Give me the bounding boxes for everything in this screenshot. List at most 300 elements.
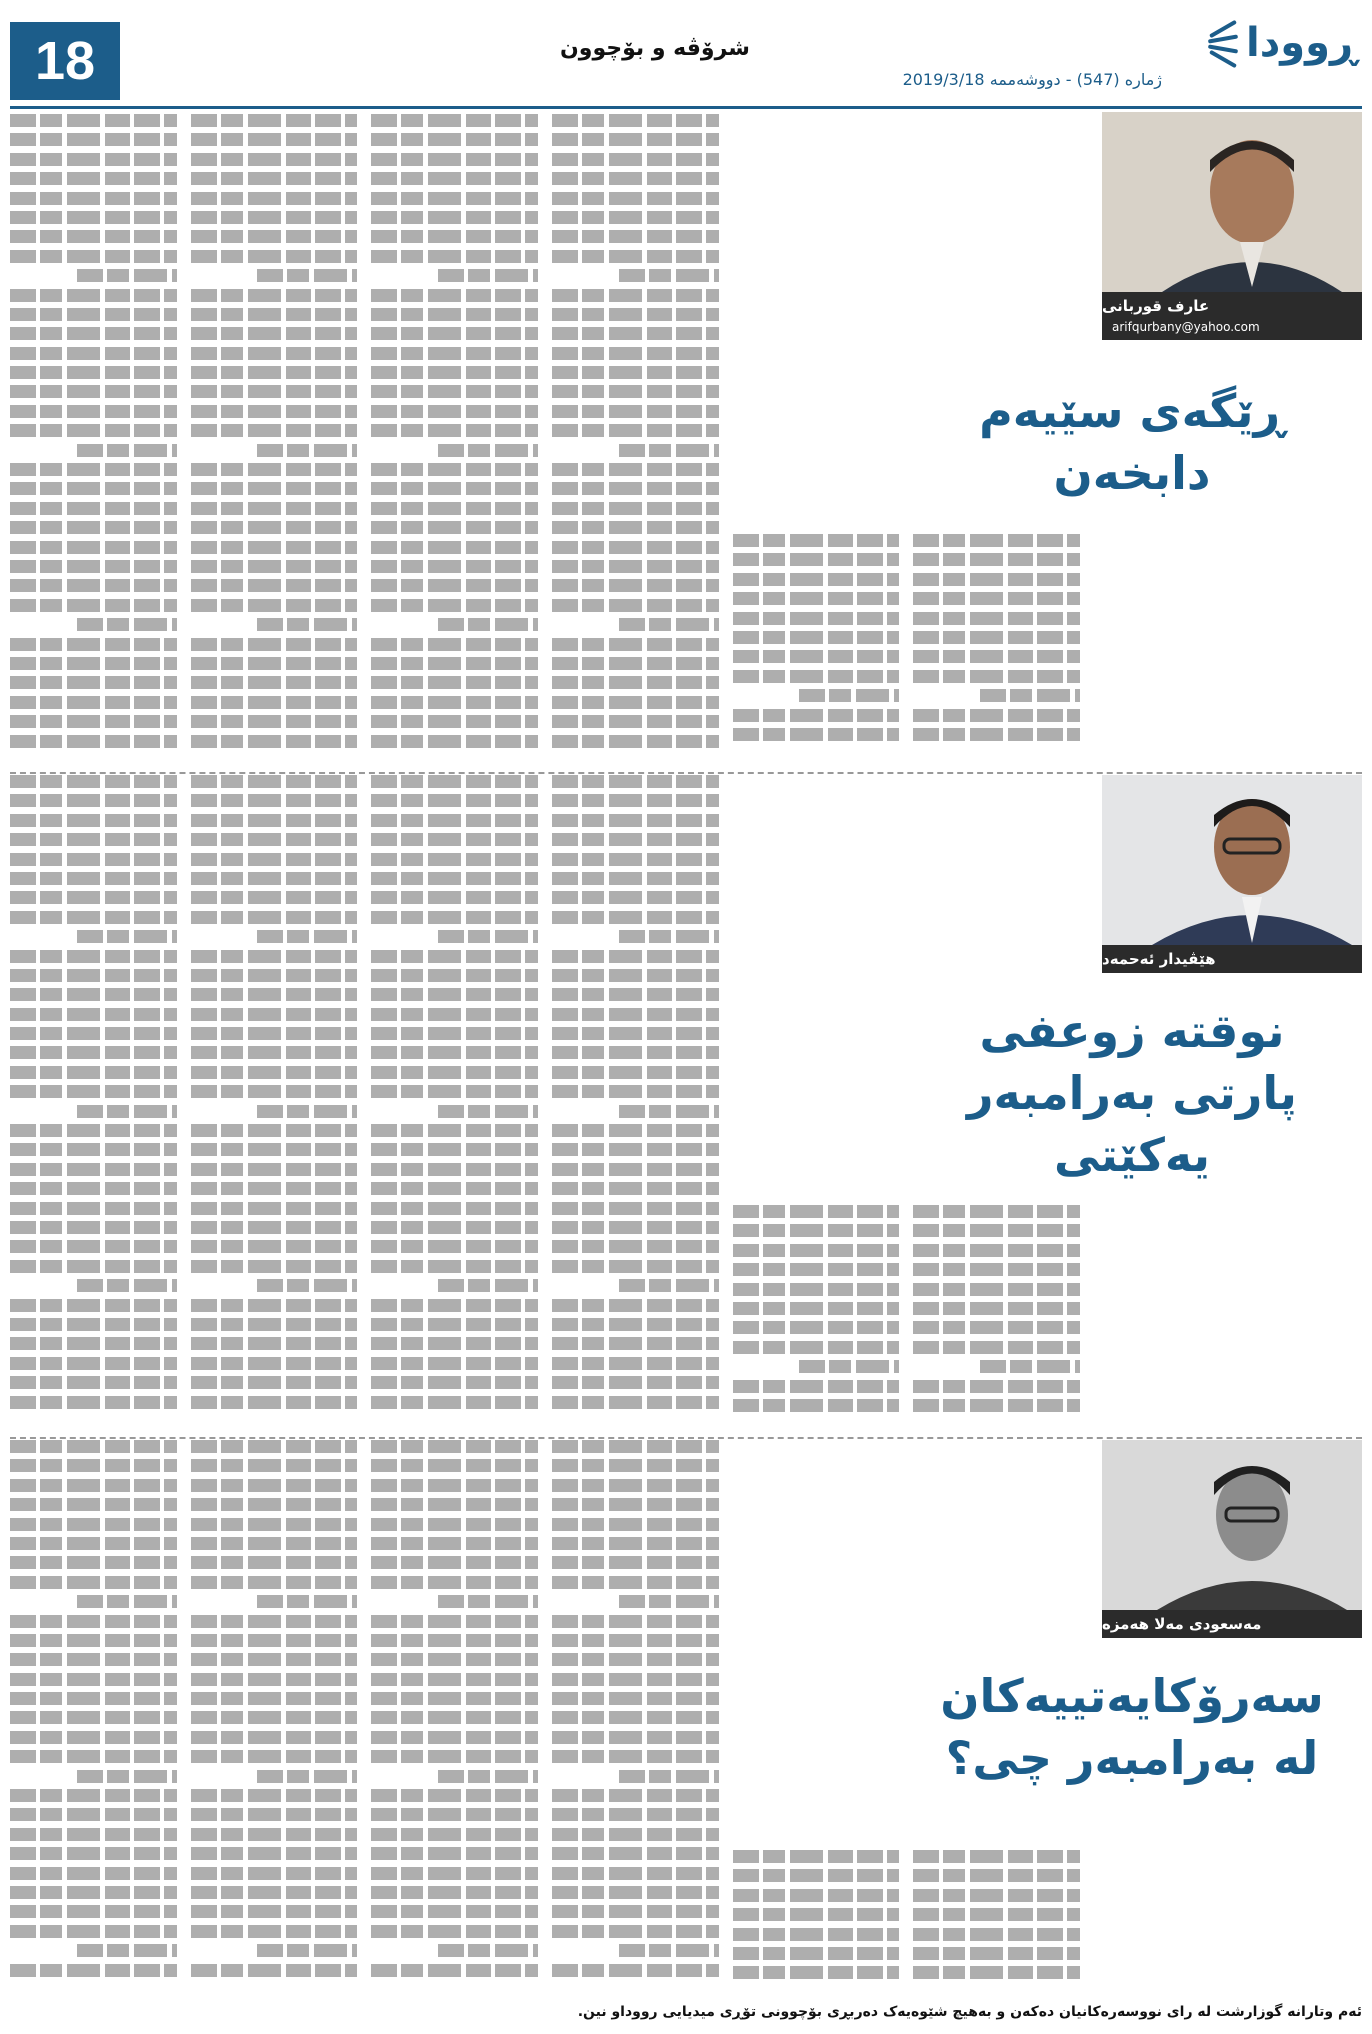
text-line [371, 1318, 538, 1331]
text-line [191, 327, 358, 340]
text-line [552, 988, 719, 1001]
text-line [552, 1556, 719, 1569]
text-line [371, 1537, 538, 1550]
text-line [371, 521, 538, 534]
text-line [913, 1966, 1080, 1979]
text-line [913, 592, 1080, 605]
text-line [371, 1299, 538, 1312]
text-line [191, 230, 358, 243]
text-line [371, 1202, 538, 1215]
text-line [10, 1673, 177, 1686]
text-line [552, 1260, 719, 1273]
page-number: 18 [10, 22, 120, 100]
text-line [371, 463, 538, 476]
text-line [552, 1673, 719, 1686]
text-line [191, 1479, 358, 1492]
text-line [191, 1576, 358, 1589]
text-line [913, 1224, 1080, 1237]
article-body [10, 1440, 1080, 1990]
text-line [371, 289, 538, 302]
text-line [191, 579, 358, 592]
text-line [191, 735, 358, 748]
text-line [191, 988, 358, 1001]
text-line [913, 553, 1080, 566]
text-line [191, 463, 358, 476]
text-line [10, 424, 177, 437]
text-line [371, 599, 538, 612]
text-line [913, 650, 1080, 663]
text-line [438, 1944, 538, 1957]
text-line [77, 1279, 177, 1292]
text-column [371, 775, 538, 1425]
text-line [191, 1808, 358, 1821]
text-line [77, 1944, 177, 1957]
text-line [371, 969, 538, 982]
text-line [191, 1711, 358, 1724]
text-column [10, 1440, 177, 1990]
text-line [438, 269, 538, 282]
text-line [552, 853, 719, 866]
text-line [191, 114, 358, 127]
text-line [191, 1221, 358, 1234]
text-line [191, 872, 358, 885]
text-line [913, 1263, 1080, 1276]
text-line [913, 1302, 1080, 1315]
text-column [552, 114, 719, 764]
text-line [552, 735, 719, 748]
text-line [10, 1260, 177, 1273]
text-line [913, 728, 1080, 741]
text-line [913, 612, 1080, 625]
text-line [438, 1770, 538, 1783]
text-line [257, 1105, 357, 1118]
text-line [552, 1498, 719, 1511]
text-line [552, 1750, 719, 1763]
text-line [371, 735, 538, 748]
text-line [191, 1459, 358, 1472]
text-line [191, 969, 358, 982]
text-line [799, 689, 899, 702]
text-line [913, 1321, 1080, 1334]
text-line [371, 1124, 538, 1137]
text-line [10, 638, 177, 651]
text-line [552, 715, 719, 728]
text-line [552, 911, 719, 924]
text-line [552, 1692, 719, 1705]
text-column [913, 1205, 1080, 1425]
text-line [371, 1711, 538, 1724]
text-line [10, 1847, 177, 1860]
logo-text: ڕوودا [1246, 20, 1358, 66]
text-line [371, 1867, 538, 1880]
text-line [371, 1576, 538, 1589]
text-line [799, 1360, 899, 1373]
text-line [913, 534, 1080, 547]
text-line [191, 775, 358, 788]
text-line [191, 1556, 358, 1569]
text-line [191, 833, 358, 846]
text-line [191, 1673, 358, 1686]
text-line [552, 1731, 719, 1744]
text-line [913, 1399, 1080, 1412]
text-column [191, 775, 358, 1425]
text-line [10, 1143, 177, 1156]
text-line [552, 1925, 719, 1938]
text-line [552, 1376, 719, 1389]
text-line [552, 424, 719, 437]
text-line [552, 969, 719, 982]
text-line [552, 775, 719, 788]
text-line [733, 1244, 900, 1257]
text-line [552, 482, 719, 495]
text-line [371, 1789, 538, 1802]
text-line [552, 347, 719, 360]
text-line [10, 230, 177, 243]
text-line [552, 1867, 719, 1880]
text-line [10, 1479, 177, 1492]
text-line [371, 1143, 538, 1156]
text-line [10, 308, 177, 321]
text-line [191, 891, 358, 904]
text-line [10, 1163, 177, 1176]
text-line [191, 1615, 358, 1628]
text-line [10, 172, 177, 185]
text-line [552, 1847, 719, 1860]
text-line [733, 1947, 900, 1960]
text-line [10, 1027, 177, 1040]
text-line [552, 1299, 719, 1312]
author-photo [1102, 1440, 1362, 1610]
text-line [438, 618, 538, 631]
text-line [191, 1964, 358, 1977]
text-line [10, 1357, 177, 1370]
text-line [913, 1928, 1080, 1941]
text-line [552, 1240, 719, 1253]
article-separator [10, 1437, 1362, 1439]
text-line [371, 1396, 538, 1409]
text-line [10, 1440, 177, 1453]
text-line [913, 709, 1080, 722]
text-line [10, 1653, 177, 1666]
text-line [10, 1459, 177, 1472]
text-line [191, 560, 358, 573]
text-line [191, 1731, 358, 1744]
text-line [552, 521, 719, 534]
text-line [371, 1673, 538, 1686]
text-line [371, 1221, 538, 1234]
text-line [10, 833, 177, 846]
text-line [552, 1576, 719, 1589]
text-line [371, 579, 538, 592]
text-line [191, 1027, 358, 1040]
text-line [191, 1750, 358, 1763]
text-line [552, 1143, 719, 1156]
text-line [733, 1850, 900, 1863]
text-line [371, 153, 538, 166]
text-line [552, 1808, 719, 1821]
text-line [10, 1828, 177, 1841]
text-line [371, 1182, 538, 1195]
text-line [913, 1341, 1080, 1354]
text-line [191, 1240, 358, 1253]
text-line [10, 1124, 177, 1137]
text-line [733, 1399, 900, 1412]
text-line [371, 1886, 538, 1899]
text-line [191, 1634, 358, 1647]
text-line [552, 289, 719, 302]
text-line [191, 1692, 358, 1705]
text-line [10, 560, 177, 573]
text-line [371, 775, 538, 788]
text-line [10, 1396, 177, 1409]
text-line [10, 1299, 177, 1312]
text-line [191, 1518, 358, 1531]
text-line [552, 1711, 719, 1724]
text-line [552, 133, 719, 146]
text-line [10, 1085, 177, 1098]
text-line [733, 534, 900, 547]
text-line [552, 1828, 719, 1841]
text-line [552, 696, 719, 709]
text-line [191, 133, 358, 146]
text-line [371, 405, 538, 418]
text-line [552, 1124, 719, 1137]
text-line [371, 1085, 538, 1098]
text-line [552, 1027, 719, 1040]
text-line [619, 1944, 719, 1957]
text-line [191, 1905, 358, 1918]
text-line [913, 1380, 1080, 1393]
text-line [191, 385, 358, 398]
text-line [10, 1008, 177, 1021]
text-line [10, 1750, 177, 1763]
text-column [552, 1440, 719, 1990]
text-column [10, 114, 177, 764]
text-line [552, 230, 719, 243]
text-line [77, 1105, 177, 1118]
text-line [552, 366, 719, 379]
text-line [191, 1376, 358, 1389]
text-line [191, 1925, 358, 1938]
text-line [10, 1376, 177, 1389]
text-line [733, 1908, 900, 1921]
text-line [10, 482, 177, 495]
text-line [371, 833, 538, 846]
text-line [552, 1318, 719, 1331]
text-line [10, 872, 177, 885]
text-line [913, 1205, 1080, 1218]
text-line [733, 631, 900, 644]
text-line [10, 327, 177, 340]
text-column [10, 775, 177, 1425]
text-line [191, 1396, 358, 1409]
text-line [733, 1283, 900, 1296]
text-line [552, 872, 719, 885]
text-line [191, 814, 358, 827]
text-line [552, 1518, 719, 1531]
text-line [371, 230, 538, 243]
text-line [733, 650, 900, 663]
text-line [552, 192, 719, 205]
text-line [913, 1283, 1080, 1296]
text-line [10, 1046, 177, 1059]
text-line [552, 1066, 719, 1079]
text-line [191, 1828, 358, 1841]
text-line [733, 573, 900, 586]
text-line [257, 1770, 357, 1783]
text-line [552, 308, 719, 321]
text-line [733, 1205, 900, 1218]
text-line [371, 1260, 538, 1273]
text-line [191, 521, 358, 534]
text-line [438, 1279, 538, 1292]
text-line [191, 1357, 358, 1370]
text-line [371, 1046, 538, 1059]
text-line [77, 444, 177, 457]
text-line [619, 930, 719, 943]
text-line [913, 1889, 1080, 1902]
text-line [10, 1556, 177, 1569]
text-line [371, 308, 538, 321]
text-line [10, 250, 177, 263]
text-line [619, 1770, 719, 1783]
text-line [257, 444, 357, 457]
text-line [371, 814, 538, 827]
text-line [371, 385, 538, 398]
text-line [913, 631, 1080, 644]
text-line [371, 424, 538, 437]
text-line [10, 1808, 177, 1821]
text-line [371, 1750, 538, 1763]
text-line [552, 250, 719, 263]
text-line [10, 814, 177, 827]
text-line [913, 1869, 1080, 1882]
text-line [913, 1850, 1080, 1863]
text-line [10, 775, 177, 788]
text-line [980, 1360, 1080, 1373]
text-line [191, 715, 358, 728]
text-line [552, 1537, 719, 1550]
text-line [371, 1653, 538, 1666]
text-line [10, 1905, 177, 1918]
text-line [371, 1615, 538, 1628]
text-line [191, 1202, 358, 1215]
text-line [733, 1263, 900, 1276]
author-name: عارف قوربانی [1102, 292, 1362, 320]
text-line [371, 794, 538, 807]
text-line [371, 1376, 538, 1389]
text-line [371, 366, 538, 379]
text-line [733, 1224, 900, 1237]
text-line [438, 930, 538, 943]
text-line [371, 1692, 538, 1705]
text-line [191, 1008, 358, 1021]
text-line [371, 1163, 538, 1176]
text-line [191, 424, 358, 437]
author-photo [1102, 775, 1362, 945]
text-column [191, 1440, 358, 1990]
text-line [733, 612, 900, 625]
text-line [371, 482, 538, 495]
text-line [552, 1337, 719, 1350]
text-line [10, 1066, 177, 1079]
text-line [191, 482, 358, 495]
text-column [733, 1850, 900, 1990]
text-line [10, 1498, 177, 1511]
text-line [552, 794, 719, 807]
text-line [10, 1789, 177, 1802]
text-line [10, 133, 177, 146]
text-line [371, 1847, 538, 1860]
text-line [10, 853, 177, 866]
text-line [552, 1396, 719, 1409]
text-line [552, 676, 719, 689]
text-line [10, 1576, 177, 1589]
text-line [552, 1085, 719, 1098]
text-line [10, 347, 177, 360]
text-line [552, 579, 719, 592]
text-line [10, 657, 177, 670]
text-line [371, 1731, 538, 1744]
text-line [371, 1440, 538, 1453]
text-line [10, 676, 177, 689]
text-line [371, 891, 538, 904]
text-line [10, 463, 177, 476]
text-line [371, 1008, 538, 1021]
text-line [552, 327, 719, 340]
text-line [10, 114, 177, 127]
text-line [10, 696, 177, 709]
author-name: مەسعودی مەلا هەمزە [1102, 1610, 1362, 1638]
text-line [191, 1085, 358, 1098]
text-line [733, 709, 900, 722]
text-line [733, 1341, 900, 1354]
text-line [191, 1143, 358, 1156]
text-line [191, 1046, 358, 1059]
article-1 [0, 110, 1372, 770]
text-line [10, 969, 177, 982]
text-line [371, 502, 538, 515]
text-line [552, 950, 719, 963]
text-line [552, 1905, 719, 1918]
text-line [552, 1789, 719, 1802]
text-line [191, 211, 358, 224]
text-line [371, 1634, 538, 1647]
text-line [371, 1498, 538, 1511]
text-line [371, 172, 538, 185]
text-line [913, 573, 1080, 586]
rudaw-logo [1208, 12, 1358, 74]
text-line [10, 153, 177, 166]
text-line [552, 638, 719, 651]
text-line [619, 618, 719, 631]
text-line [191, 308, 358, 321]
text-line [371, 1459, 538, 1472]
text-column [733, 1205, 900, 1425]
text-line [371, 1337, 538, 1350]
author-photo [1102, 112, 1362, 292]
text-line [191, 1886, 358, 1899]
text-line [10, 1925, 177, 1938]
text-line [371, 1828, 538, 1841]
text-line [10, 715, 177, 728]
text-line [191, 1653, 358, 1666]
text-line [191, 541, 358, 554]
text-line [257, 1595, 357, 1608]
text-line [10, 366, 177, 379]
text-line [913, 1244, 1080, 1257]
text-line [191, 950, 358, 963]
